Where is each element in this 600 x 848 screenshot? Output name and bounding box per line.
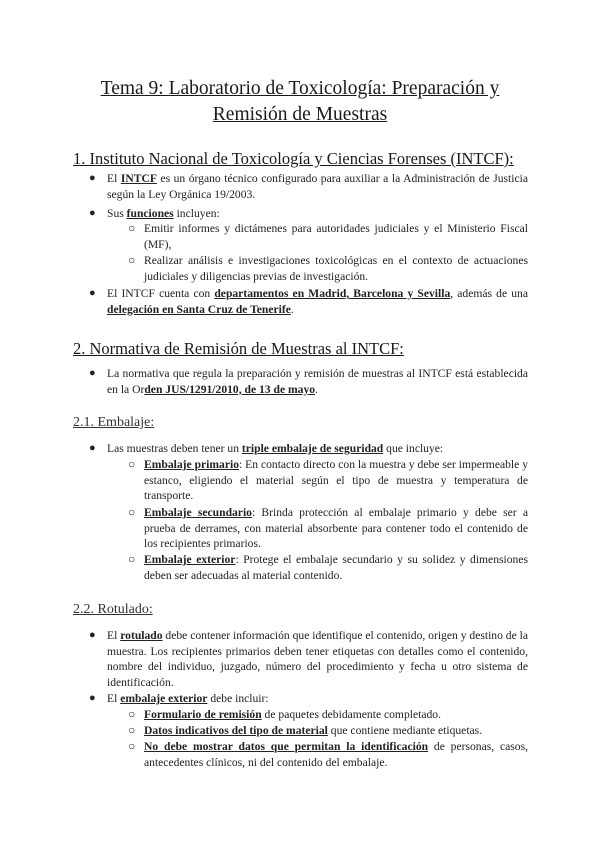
bullet-icon: ● [89,172,96,184]
bullet-icon: ● [89,207,96,219]
funcion-2: Realizar análisis e investigaciones toxicológicas en el contexto de actuaciones judiciales y diligencias previas de investigación. [144,254,528,283]
no-identificacion-item: No debe mostrar datos que permitan la identificación de personas, casos, antecedentes clínicos, ni del contenido del embalaje. [144,740,528,769]
section-1-heading: 1. Instituto Nacional de Toxicología y Ciencias Forenses (INTCF): [73,149,514,168]
bullet-icon: ● [89,367,96,379]
sub-bullet-icon: ○ [128,707,136,721]
funcion-1: Emitir informes y dictámenes para autoridades judiciales y el Ministerio Fiscal (MF), [144,222,528,251]
section-2-heading: 2. Normativa de Remisión de Muestras al INTCF: [73,339,404,358]
embalaje-paragraph: Las muestras deben tener un triple embalaje de seguridad que incluye: [107,442,444,455]
sub-bullet-icon: ○ [128,739,136,753]
embalaje-exterior: Embalaje exterior: Protege el embalaje secundario y su solidez y dimensiones deben ser adecuadas al material contenido. [144,553,528,582]
sub-bullet-icon: ○ [128,723,136,737]
bullet-icon: ● [89,692,96,704]
section-2-2-heading: 2.2. Rotulado: [73,602,153,617]
intcf-paragraph: El INTCF es un órgano técnico configurado para auxiliar a la Administración de Justicia según la Ley Orgánica 19/2003. [107,172,528,201]
datos-item: Datos indicativos del tipo de material que contiene mediante etiquetas. [144,724,483,737]
sub-bullet-icon: ○ [128,221,136,235]
bullet-icon: ● [89,287,96,299]
page-title: Tema 9: Laboratorio de Toxicología: Preparación y Remisión de Muestras [100,78,500,125]
normativa-paragraph: La normativa que regula la preparación y remisión de muestras al INTCF está establecida en la Orden JUS/1291/2010, de 13 de mayo. [107,367,528,396]
sub-bullet-icon: ○ [128,552,136,566]
embalaje-exterior-paragraph: El embalaje exterior debe incluir: [107,692,269,705]
section-2-1-heading: 2.1. Embalaje: [73,415,155,430]
departamentos-paragraph: El INTCF cuenta con departamentos en Madrid, Barcelona y Sevilla, además de una delegación en Santa Cruz de Tenerife. [107,287,529,316]
funciones-paragraph: Sus funciones incluyen: [107,207,220,220]
bullet-icon: ● [89,629,96,641]
embalaje-secundario: Embalaje secundario: Brinda protección al embalaje primario y debe ser a prueba de derrames, con material absorbente para contener todo el contenido de los recipientes primarios. [144,506,529,551]
formulario-item: Formulario de remisión de paquetes debidamente completado. [144,708,441,721]
embalaje-primario: Embalaje primario: En contacto directo con la muestra y debe ser impermeable y estanco, eligiendo el material según el tipo de muestra y temperatura de transporte. [144,458,528,503]
sub-bullet-icon: ○ [128,253,136,267]
sub-bullet-icon: ○ [128,457,136,471]
sub-bullet-icon: ○ [128,505,136,519]
bullet-icon: ● [89,442,96,454]
rotulado-paragraph: El rotulado debe contener información que identifique el contenido, origen y destino de la muestra. Los recipientes primarios deben tener etiquetas con detalles como el contenido, nombre del individuo, juzgado, número del procedimiento y fecha u otro sistema de identificación. [107,629,529,689]
